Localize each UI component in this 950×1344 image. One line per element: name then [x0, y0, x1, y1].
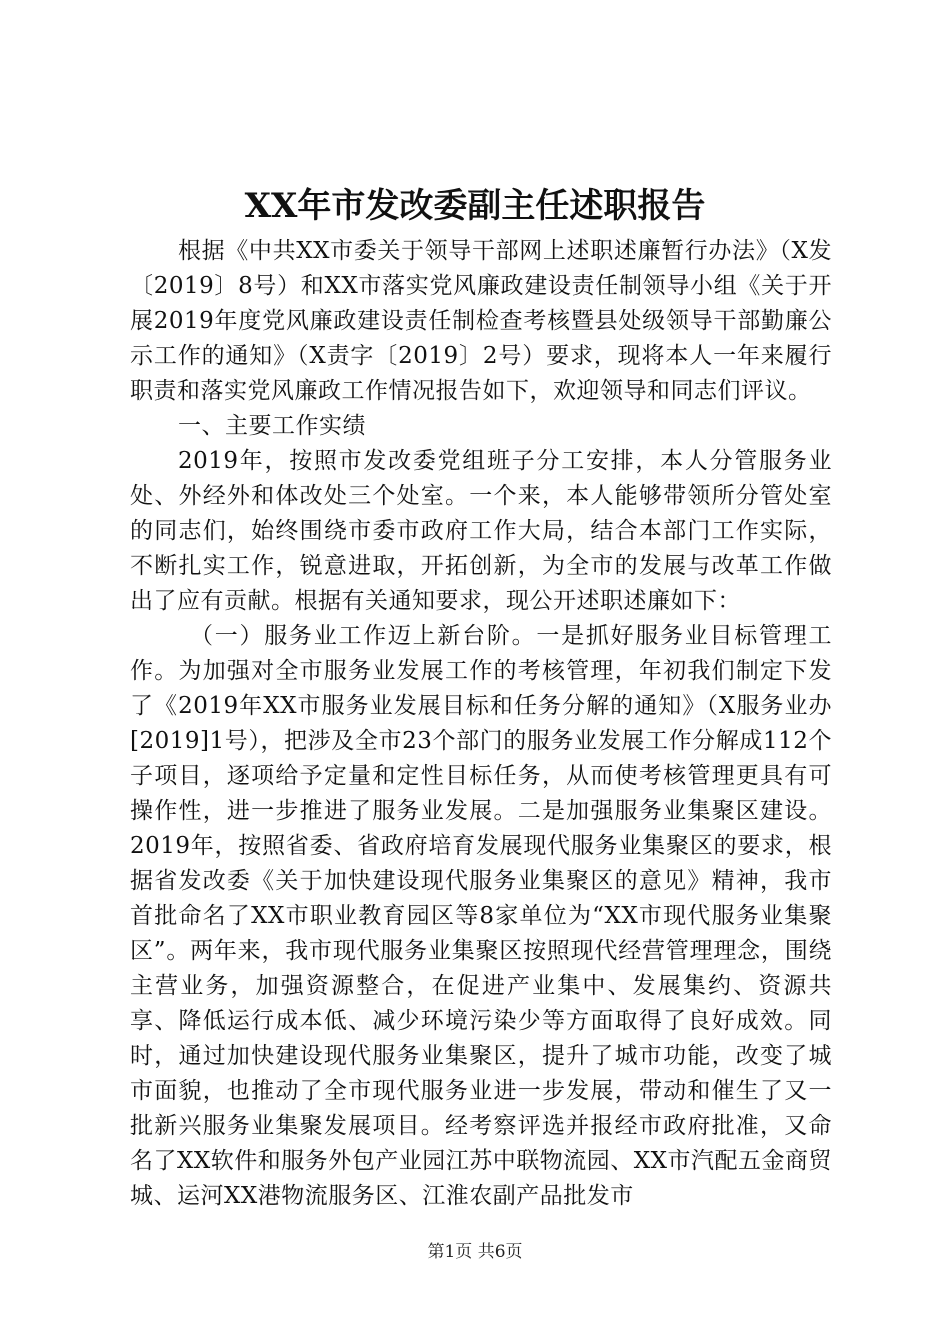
- intro-paragraph: 根据《中共XX市委关于领导干部网上述职述廉暂行办法》（X发〔2019〕8号）和XX市落实党风廉政建设责任制领导小组《关于开展2019年度党风廉政建设责任制检查考核暨县处级领导干部勤廉公示工作的通知》（X责字〔2019〕2号）要求，现将本人一年来履行职责和落实党风廉政工作情况报告如下，欢迎领导和同志们评议。: [130, 238, 832, 404]
- document-title: XX年市发改委副主任述职报告: [244, 186, 706, 226]
- section-heading: 一、主要工作实绩: [178, 413, 366, 439]
- document-body: [130, 234, 832, 1214]
- service-industry-paragraph: （一）服务业工作迈上新台阶。一是抓好服务业目标管理工作。为加强对全市服务业发展工作的考核管理，年初我们制定下发了《2019年XX市服务业发展目标和任务分解的通知》（X服务业办[2019]1号），把涉及全市23个部门的服务业发展工作分解成112个子项目，逐项给予定量和定性目标任务，从而使考核管理更具有可操作性，进一步推进了服务业发展。二是加强服务业集聚区建设。2019年，按照省委、省政府培育发展现代服务业集聚区的要求，根据省发改委《关于加快建设现代服务业集聚区的意见》精神，我市首批命名了XX市职业教育园区等8家单位为“XX市现代服务业集聚区”。两年来，我市现代服务业集聚区按照现代经营管理理念，围绕主营业务，加强资源整合，在促进产业集中、发展集约、资源共享、降低运行成本低、减少环境污染少等方面取得了良好成效。同时，通过加快建设现代服务业集聚区，提升了城市功能，改变了城市面貌，也推动了全市现代服务业进一步发展，带动和催生了又一批新兴服务业集聚发展项目。经考察评选并报经市政府批准，又命名了XX软件和服务外包产业园江苏中联物流园、XX市汽配五金商贸城、运河XX港物流服务区、江淮农副产品批发市: [130, 623, 832, 1209]
- page-number-footer: 第1页 共6页: [427, 1242, 523, 1262]
- summary-paragraph: 2019年，按照市发改委党组班子分工安排，本人分管服务业处、外经外和体改处三个处室。一个来，本人能够带领所分管处室的同志们，始终围绕市委市政府工作大局，结合本部门工作实际，不断扎实工作，锐意进取，开拓创新，为全市的发展与改革工作做出了应有贡献。根据有关通知要求，现公开述职述廉如下：: [130, 448, 832, 614]
